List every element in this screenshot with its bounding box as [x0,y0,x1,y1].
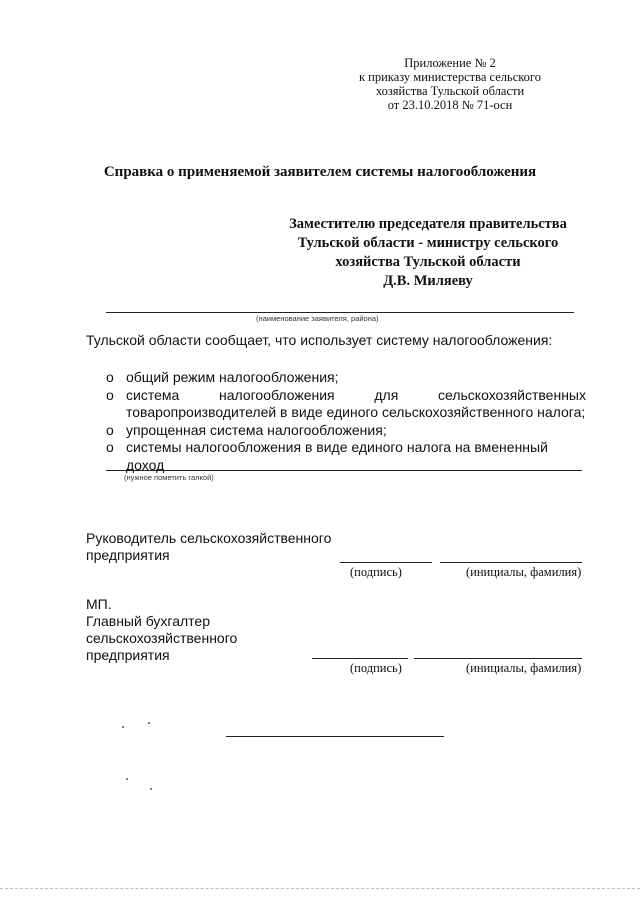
accountant-label-line: предприятия [86,647,170,663]
scan-speck [122,726,124,728]
stamp-label: МП. [86,596,112,612]
applicant-name-line [106,312,574,313]
appendix-line: от 23.10.2018 № 71-осн [387,98,513,112]
accountant-name-line[interactable] [414,658,582,659]
option-label-line: система налогообложения для сельскохозяйственных [126,386,586,403]
scan-speck [150,788,152,790]
option-item[interactable] [106,369,586,387]
appendix-line: Приложение № 2 [404,56,496,70]
accountant-label-line: Главный бухгалтер [86,613,210,629]
head-label [86,530,331,564]
option-label: системы налогообложения в виде единого налога на вмененный доход [126,439,548,473]
addressee-line: Тульской области - министру сельского [297,235,559,251]
scan-speck [126,778,128,780]
option-item[interactable] [106,422,586,440]
appendix-line: к приказу министерства сельского [358,70,541,84]
addressee-block [268,215,588,291]
checkbox-circle-icon[interactable]: o [106,369,114,385]
appendix-header [340,56,560,112]
option-label [126,387,586,422]
head-label-line: предприятия [86,547,170,563]
option-label: общий режим налогообложения; [126,369,339,385]
accountant-label [86,613,237,664]
addressee-line: Заместителю председателя правительства [289,216,567,232]
head-label-line: Руководитель сельскохозяйственного [86,530,332,546]
checkbox-circle-icon[interactable]: o [106,421,114,438]
page-edge-noise [0,888,640,889]
applicant-caption: (наименование заявителя, района) [256,314,379,323]
addressee-line: хозяйства Тульской области [335,254,521,270]
scan-speck [148,722,150,724]
statement-text: Тульской области сообщает, что использует систему налогообложения: [86,332,553,348]
head-name-line[interactable] [440,562,582,563]
tax-system-options [106,369,586,474]
bottom-date-line [226,736,444,737]
option-item[interactable] [106,439,586,474]
head-signature-line[interactable] [340,562,432,563]
option-label: упрощенная система налогообложения; [126,421,387,438]
head-signature-caption: (подпись) [350,565,402,579]
head-name-caption: (инициалы, фамилия) [466,565,582,579]
accountant-signature-caption: (подпись) [350,661,402,675]
option-label-line: товаропроизводителей в виде единого сельскохозяйственного налога; [126,404,586,420]
accountant-label-line: сельскохозяйственного [86,630,238,646]
options-caption: (нужное пометить галкой) [124,473,214,482]
appendix-line: хозяйства Тульской области [375,84,525,98]
accountant-signature-line[interactable] [312,658,408,659]
addressee-line: Д.В. Миляеву [383,273,473,289]
checkbox-circle-icon[interactable]: o [106,386,114,403]
options-underline [106,470,582,471]
accountant-name-caption: (инициалы, фамилия) [466,661,582,675]
checkbox-circle-icon[interactable]: o [106,439,114,455]
document-title: Справка о применяемой заявителем системы налогообложения [103,164,537,180]
option-item[interactable] [106,387,586,422]
